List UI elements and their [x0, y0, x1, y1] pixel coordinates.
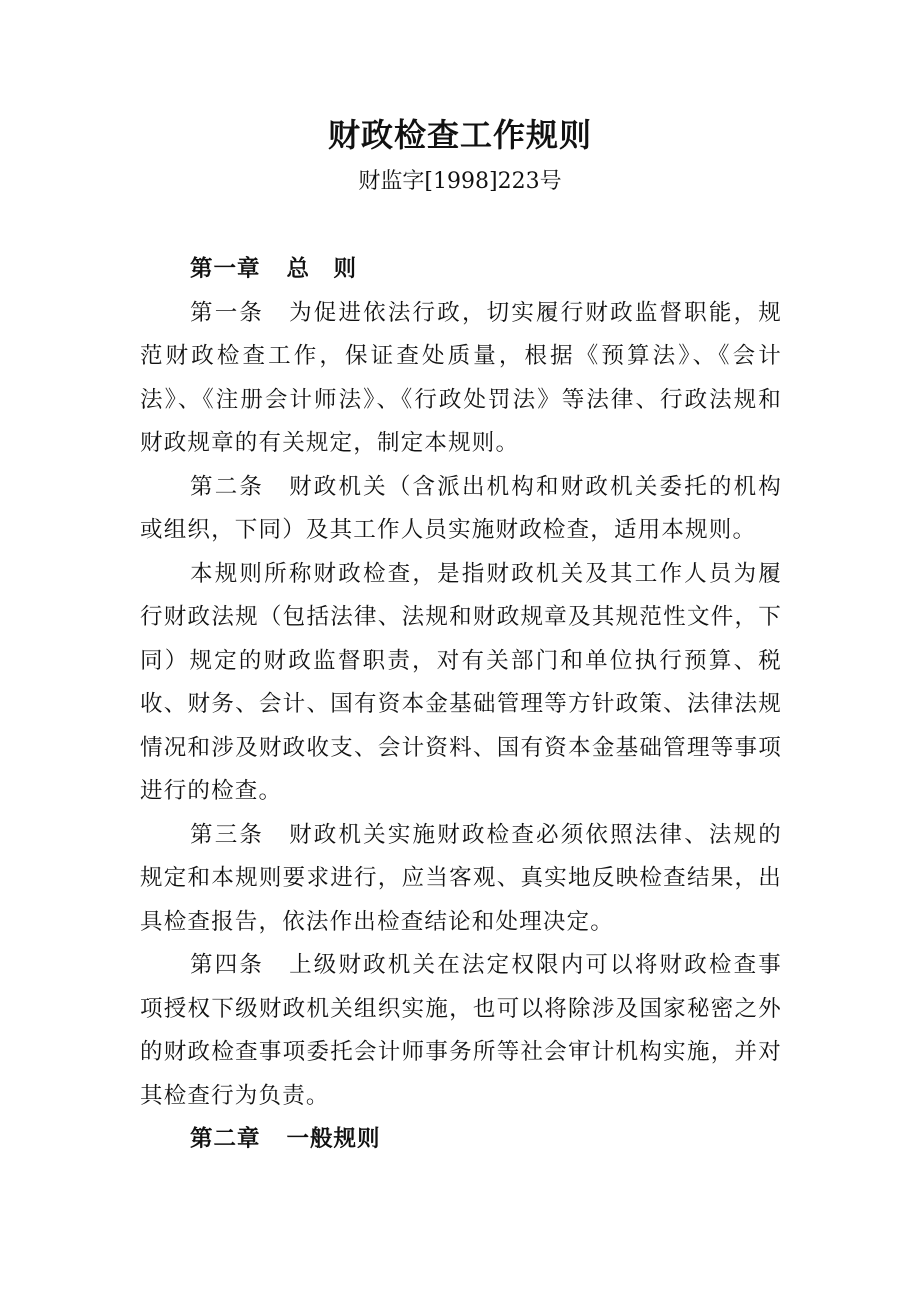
article-paragraph — [140, 466, 782, 553]
chapter-name: 总 则 — [286, 256, 358, 282]
chapter-name: 一般规则 — [286, 1126, 381, 1152]
chapter-heading — [140, 1118, 782, 1162]
document-title: 财政检查工作规则 — [327, 116, 592, 154]
chapter-label: 第一章 — [190, 256, 261, 282]
article-text: 为促进依法行政，切实履行财政监督职能，规范财政检查工作，保证查处质量，根据《预算法》、《会计法》、《注册会计师法》、《行政处罚法》等法律、行政法规和财政规章的有关规定，制定本规则。 — [140, 299, 782, 456]
article-text: 财政机关（含派出机构和财政机关委托的机构或组织，下同）及其工作人员实施财政检查，适用本规则。 — [140, 473, 782, 543]
article-paragraph — [140, 944, 782, 1118]
article-label: 第四条 — [190, 952, 265, 978]
article-text: 财政机关实施财政检查必须依照法律、法规的规定和本规则要求进行，应当客观、真实地反映检查结果，出具检查报告，依法作出检查结论和处理决定。 — [140, 821, 782, 935]
paragraph-text: 本规则所称财政检查，是指财政机关及其工作人员为履行财政法规（包括法律、法规和财政规章及其规范性文件，下同）规定的财政监督职责，对有关部门和单位执行预算、税收、财务、会计、国有资本金基础管理等方针政策、法律法规情况和涉及财政收支、会计资料、国有资本金基础管理等事项进行的检查。 — [140, 560, 782, 804]
article-paragraph — [140, 292, 782, 466]
chapter-heading — [140, 248, 782, 292]
document-body — [140, 248, 782, 1162]
article-paragraph — [140, 814, 782, 945]
article-label: 第三条 — [190, 821, 265, 848]
document-number: 财监字[1998]223号 — [358, 169, 562, 194]
body-paragraph — [140, 553, 782, 814]
chapter-label: 第二章 — [190, 1126, 261, 1152]
article-text: 上级财政机关在法定权限内可以将财政检查事项授权下级财政机关组织实施，也可以将除涉及国家秘密之外的财政检查事项委托会计师事务所等社会审计机构实施，并对其检查行为负责。 — [140, 952, 782, 1109]
article-label: 第一条 — [190, 299, 265, 326]
article-label: 第二条 — [190, 473, 265, 500]
